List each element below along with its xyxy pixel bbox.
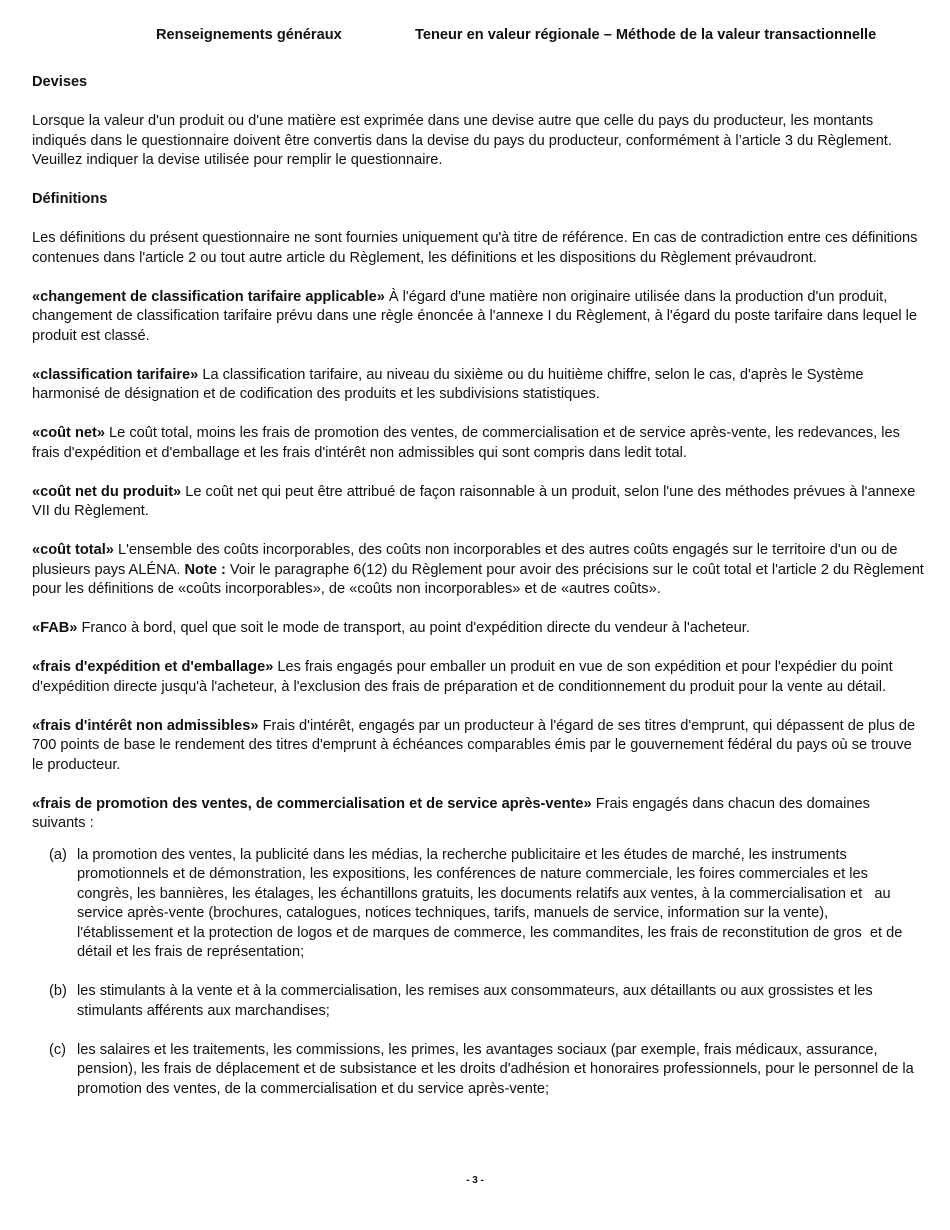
devises-heading: Devises (32, 74, 88, 90)
definition-text: Le coût net qui peut être attribué de façon raisonnable à un produit, selon l'une des méthodes prévues à l'annexe VII du Règlement. (32, 483, 916, 519)
header-document-title: Teneur en valeur régionale – Méthode de la valeur transactionnelle (415, 27, 877, 43)
definition-term: «classification tarifaire» (32, 366, 199, 383)
definition-text: L'ensemble des coûts incorporables, des coûts non incorporables et des autres coûts engagés sur le territoire d'un ou de plusieurs pays ALÉNA. (32, 542, 898, 578)
definition-cout-net (32, 424, 925, 463)
list-item-text: les salaires et les traitements, les commissions, les primes, les avantages sociaux (par exemple, frais médicaux, assurance, pension), les frais de déplacement et de subsistance et les droits d'adhésion et honoraires professionnels, pour le personnel de la promotion des ventes, de la commercialisation et du service après-vente; (77, 1041, 914, 1097)
definition-text: À l'égard d'une matière non originaire utilisée dans la production d'un produit, changement de classification tarifaire prévu dans une règle énoncée à l'annexe I du Règlement, à l'égard du poste tarifaire dans lequel le produit est classé. (32, 288, 918, 344)
note-text: Voir le paragraphe 6(12) du Règlement pour avoir des précisions sur le coût total et l'article 2 du Règlement pour les définitions de «coûts incorporables», de «coûts non incorporables» et de «autres coûts». (32, 561, 924, 597)
definition-text: Frais engagés dans chacun des domaines suivants : (32, 795, 870, 831)
page-content (32, 73, 925, 1119)
list-item-marker: (b) (49, 983, 67, 999)
note-label: Note : (184, 561, 226, 578)
list-item (32, 982, 925, 1021)
definition-text: La classification tarifaire, au niveau du sixième ou du huitième chiffre, selon le cas, d'après le Système harmonisé de désignation et de codification des produits et les subdivisions statistiques. (32, 366, 864, 402)
definition-term: «frais de promotion des ventes, de commercialisation et de service après-vente» (32, 795, 592, 812)
definition-term: «coût total» (32, 542, 114, 558)
definition-text: Franco à bord, quel que soit le mode de transport, au point d'expédition directe du vendeur à l'acheteur. (77, 620, 750, 636)
definition-frais-expedition-emballage (32, 658, 925, 697)
list-item (32, 846, 925, 963)
list-item-text: les stimulants à la vente et à la commercialisation, les remises aux consommateurs, aux détaillants ou aux grossistes et les stimulants afférents aux marchandises; (77, 983, 873, 1019)
definition-text: Le coût total, moins les frais de promotion des ventes, de commercialisation et de service après-vente, les redevances, les frais d'expédition et d'emballage et les frais d'intérêt non admissibles qui sont compris dans ledit total. (32, 425, 900, 461)
definition-text: Frais d'intérêt, engagés par un producteur à l'égard de ses titres d'emprunt, qui dépassent de plus de 700 points de base le rendement des titres d'emprunt à échéances comparables émis par le gouvernement fédéral du pays où se trouve le producteur. (32, 717, 916, 773)
definition-classification-tarifaire (32, 366, 925, 405)
definitions-intro-paragraph: Les définitions du présent questionnaire ne sont fournies uniquement qu'à titre de référence. En cas de contradiction entre ces définitions contenues dans l'article 2 ou tout autre article du Règlement, les définitions et les dispositions du Règlement prévaudront. (32, 230, 918, 266)
definition-term: «coût net» (32, 425, 105, 441)
definition-text: Les frais engagés pour emballer un produit en vue de son expédition et pour l'expédier du point d'expédition directe jusqu'à l'acheteur, à l'exclusion des frais de préparation et de conditionnement du produit pour la vente au détail. (32, 659, 893, 695)
frais-promotion-list (32, 846, 925, 1100)
devises-paragraph: Lorsque la valeur d'un produit ou d'une matière est exprimée dans une devise autre que celle du pays du producteur, les montants indiqués dans le questionnaire doivent être convertis dans la devise du pays du producteur, conformément à l’article 3 du Règlement. Veuillez indiquer la devise utilisée pour remplir le questionnaire. (32, 113, 892, 168)
page-number: - 3 - (466, 1175, 484, 1186)
definition-frais-interet-non-admissibles (32, 717, 925, 776)
definition-frais-promotion-ventes (32, 795, 925, 834)
definition-term: «frais d'expédition et d'emballage» (32, 659, 274, 675)
definitions-heading: Définitions (32, 191, 108, 207)
definition-fab (32, 619, 925, 639)
definition-term: «frais d'intérêt non admissibles» (32, 717, 259, 734)
list-item-marker: (a) (49, 846, 67, 863)
definition-cout-net-produit (32, 483, 925, 522)
header-section-title: Renseignements généraux (156, 27, 342, 43)
definition-changement-classification (32, 288, 925, 347)
definition-term: «coût net du produit» (32, 483, 182, 500)
list-item (32, 1041, 925, 1100)
definition-term: «FAB» (32, 620, 78, 636)
definition-term: «changement de classification tarifaire applicable» (32, 288, 385, 305)
definition-cout-total (32, 541, 925, 600)
list-item-text: la promotion des ventes, la publicité dans les médias, la recherche publicitaire et les études de marché, les instruments promotionnels et de démonstration, les expositions, les conférences de nature commerciale, les foires commerciales et les congrès, les bannières, les étalages, les échantillons gratuits, les documents relatifs aux ventes, à la commercialisation et au service après-vente (brochures, catalogues, notices techniques, tarifs, manuels de service, information sur la vente), l'établissement et la protection de logos et de marques de commerce, les commandites, les frais de reconstitution de gros et de détail et les frais de représentation; (77, 846, 907, 960)
list-item-marker: (c) (49, 1041, 67, 1058)
